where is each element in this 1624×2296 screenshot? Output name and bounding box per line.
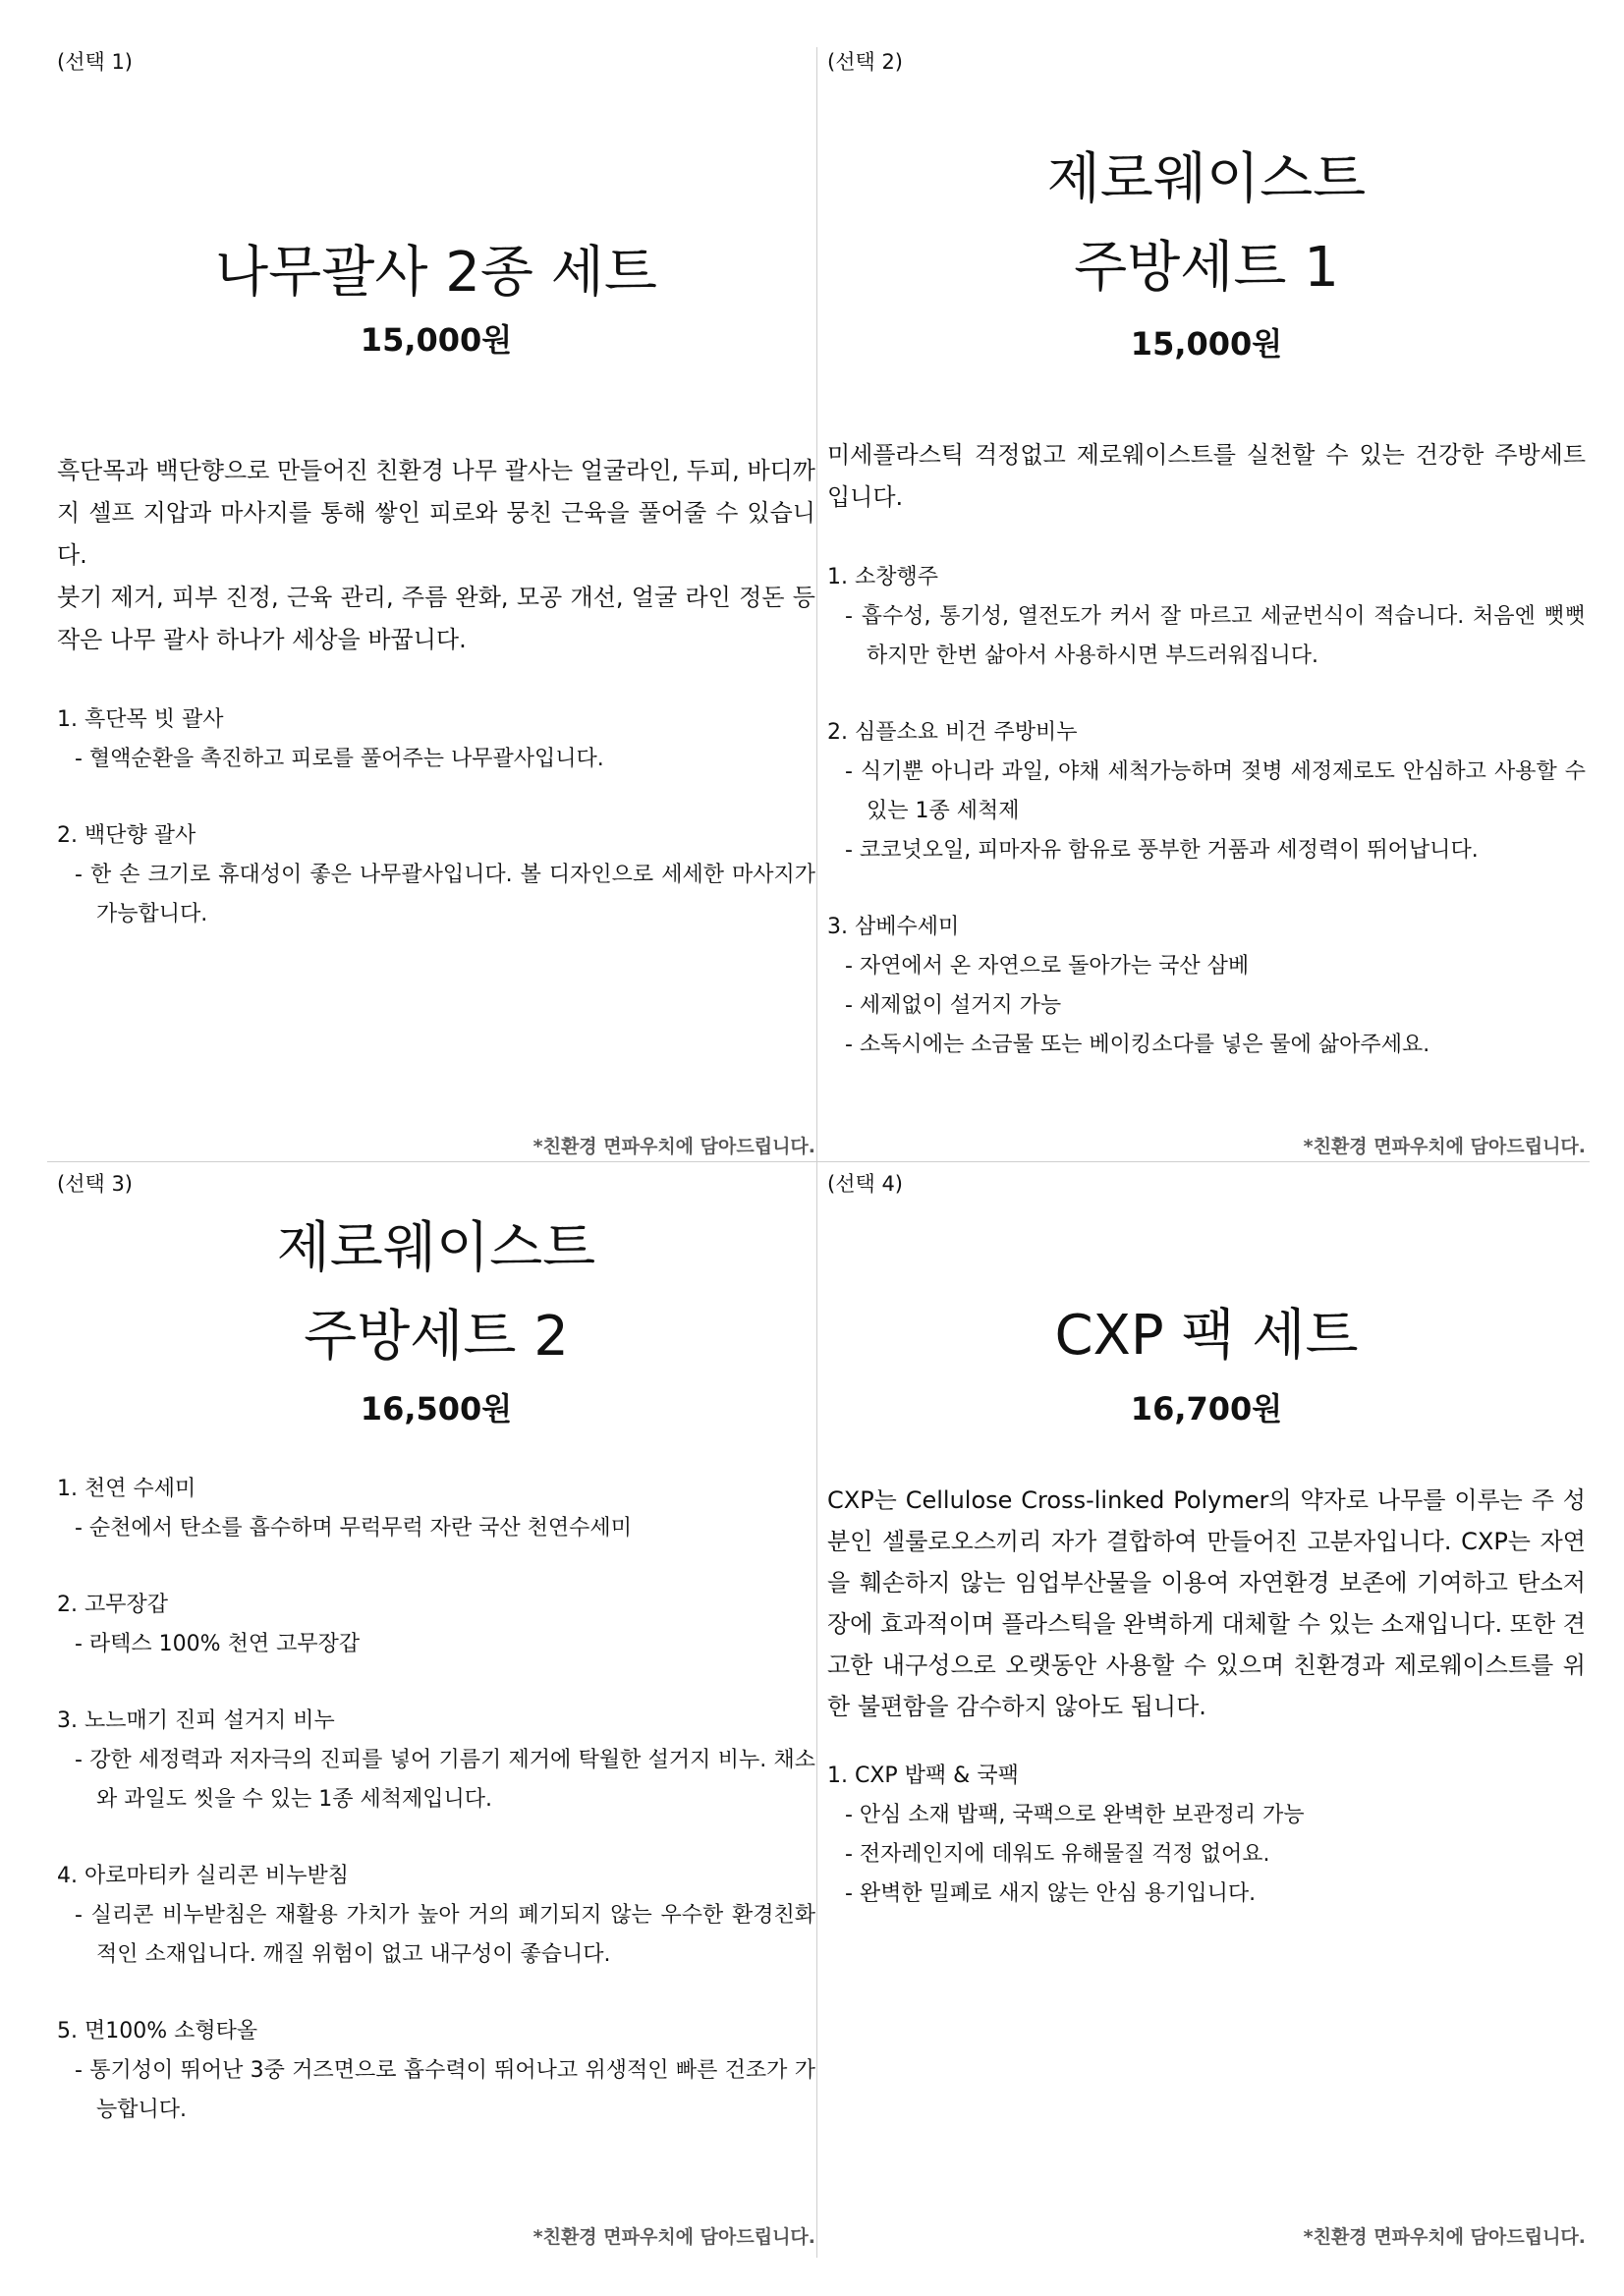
- product-title: [57, 1204, 815, 1381]
- description-paragraph: 미세플라스틱 걱정없고 제로웨이스트를 실천할 수 있는 건강한 주방세트입니다.: [827, 441, 1586, 511]
- section-item: - 세제없이 설거지 가능: [845, 993, 1062, 1018]
- description-paragraph: 붓기 제거, 피부 진정, 근육 관리, 주름 완화, 모공 개선, 얼굴 라인 정돈 등 작은 나무 괄사 하나가 세상을 바꿉니다.: [57, 584, 815, 653]
- item-section: [57, 1586, 815, 1664]
- section-item: - 한 손 크기로 휴대성이 좋은 나무괄사입니다. 볼 디자인으로 세세한 마사지가 가능합니다.: [75, 863, 815, 926]
- item-section: [827, 1757, 1586, 1914]
- section-item: - 강한 세정력과 저자극의 진피를 넣어 기름기 제거에 탁월한 설거지 비누. 채소와 과일도 씻을 수 있는 1종 세척제입니다.: [75, 1748, 815, 1812]
- product-price: 16,500원: [360, 1390, 513, 1428]
- section-item: - 식기뿐 아니라 과일, 야채 세척가능하며 젖병 세정제로도 안심하고 사용할 수 있는 1종 세척제: [845, 759, 1586, 823]
- pouch-footnote: *친환경 면파우치에 담아드립니다.: [532, 1136, 815, 1157]
- section-item: - 라텍스 100% 천연 고무장갑: [75, 1632, 361, 1656]
- section-item: - 완벽한 밀폐로 새지 않는 안심 용기입니다.: [845, 1881, 1257, 1906]
- item-section: [827, 713, 1586, 870]
- title-line: 제로웨이스트: [276, 1216, 596, 1280]
- item-section: [57, 1470, 815, 1548]
- item-section: [827, 558, 1586, 676]
- horizontal-divider: [47, 1161, 1590, 1162]
- item-section: [57, 700, 815, 779]
- section-item: - 전자레인지에 데워도 유해물질 걱정 없어요.: [845, 1842, 1270, 1867]
- product-price: 15,000원: [360, 321, 513, 359]
- section-heading: 1. 천연 수세미: [57, 1477, 196, 1501]
- section-heading: 1. CXP 밥팩 & 국팩: [827, 1764, 1019, 1788]
- title-line: CXP 팩 세트: [1054, 1304, 1359, 1368]
- vertical-divider: [816, 47, 817, 2258]
- product-description: [827, 1480, 1586, 1727]
- section-heading: 3. 삼베수세미: [827, 915, 960, 939]
- product-title: [827, 136, 1586, 312]
- section-heading: 3. 노느매기 진피 설거지 비누: [57, 1708, 335, 1733]
- section-heading: 2. 심플소요 비건 주방비누: [827, 720, 1078, 745]
- title-line: 나무괄사 2종 세트: [215, 241, 657, 305]
- section-heading: 2. 고무장갑: [57, 1593, 168, 1617]
- section-heading: 4. 아로마티카 실리콘 비누받침: [57, 1864, 349, 1888]
- section-heading: 2. 백단향 괄사: [57, 823, 196, 848]
- choice-label: (선택 1): [57, 50, 133, 74]
- item-section: [57, 816, 815, 934]
- section-item: - 자연에서 온 자연으로 돌아가는 국산 삼베: [845, 954, 1250, 979]
- section-heading: 1. 소창행주: [827, 565, 938, 589]
- title-line: 주방세트 2: [304, 1305, 569, 1369]
- section-item: - 코코넛오일, 피마자유 함유로 풍부한 거품과 세정력이 뛰어납니다.: [845, 838, 1479, 863]
- description-paragraph: CXP는 Cellulose Cross-linked Polymer의 약자로 나무를 이루는 주 성분인 셀룰로오스끼리 자가 결합하여 만들어진 고분자입니다. CXP는 자연을 훼손하지 않는 임업부산물을 이용여 자연환경 보존에 기여하고 탄소저장에 효과적이며 플라스틱을 완벽하게 대체할 수 있는 소재입니다. 또한 견고한 내구성으로 오랫동안 사용할 수 있으며 친환경과 제로웨이스트를 위한 불편함을 감수하지 않아도 됩니다.: [827, 1486, 1586, 1720]
- item-section: [827, 908, 1586, 1065]
- product-description: [57, 450, 815, 661]
- item-section: [57, 1857, 815, 1975]
- section-item: - 통기성이 뛰어난 3중 거즈면으로 흡수력이 뛰어나고 위생적인 빠른 건조가 가능합니다.: [75, 2058, 815, 2122]
- section-item: - 혈액순환을 촉진하고 피로를 풀어주는 나무괄사입니다.: [75, 747, 604, 771]
- section-heading: 5. 면100% 소형타올: [57, 2019, 258, 2044]
- product-description: [827, 434, 1586, 519]
- choice-label: (선택 4): [827, 1172, 903, 1196]
- title-line: 주방세트 1: [1074, 236, 1339, 300]
- choice-label: (선택 2): [827, 50, 903, 74]
- pouch-footnote: *친환경 면파우치에 담아드립니다.: [532, 2226, 815, 2248]
- section-item: - 순천에서 탄소를 흡수하며 무럭무럭 자란 국산 천연수세미: [75, 1516, 632, 1540]
- option-panel-2: [827, 47, 1586, 1161]
- section-item: - 실리콘 비누받침은 재활용 가치가 높아 거의 폐기되지 않는 우수한 환경친화적인 소재입니다. 깨질 위험이 없고 내구성이 좋습니다.: [75, 1903, 815, 1967]
- option-panel-3: [57, 1169, 815, 2260]
- product-price: 16,700원: [1130, 1390, 1283, 1428]
- choice-label: (선택 3): [57, 1172, 133, 1196]
- title-line: 제로웨이스트: [1046, 147, 1367, 211]
- section-heading: 1. 흑단목 빗 괄사: [57, 707, 224, 732]
- pouch-footnote: *친환경 면파우치에 담아드립니다.: [1303, 2226, 1586, 2248]
- product-title: [57, 234, 815, 312]
- section-item: - 안심 소재 밥팩, 국팩으로 완벽한 보관정리 가능: [845, 1803, 1305, 1827]
- item-section: [57, 1702, 815, 1820]
- section-item: - 흡수성, 통기성, 열전도가 커서 잘 마르고 세균번식이 적습니다. 처음엔 뻣뻣하지만 한번 삶아서 사용하시면 부드러워집니다.: [845, 604, 1586, 668]
- description-paragraph: 흑단목과 백단향으로 만들어진 친환경 나무 괄사는 얼굴라인, 두피, 바디까지 셀프 지압과 마사지를 통해 쌓인 피로와 뭉친 근육을 풀어줄 수 있습니다.: [57, 457, 815, 569]
- section-item: - 소독시에는 소금물 또는 베이킹소다를 넣은 물에 삶아주세요.: [845, 1033, 1430, 1057]
- product-price: 15,000원: [1130, 325, 1283, 363]
- item-section: [57, 2012, 815, 2130]
- pouch-footnote: *친환경 면파우치에 담아드립니다.: [1303, 1136, 1586, 1157]
- option-panel-1: [57, 47, 815, 1161]
- option-panel-4: [827, 1169, 1586, 2260]
- product-title: [827, 1297, 1586, 1375]
